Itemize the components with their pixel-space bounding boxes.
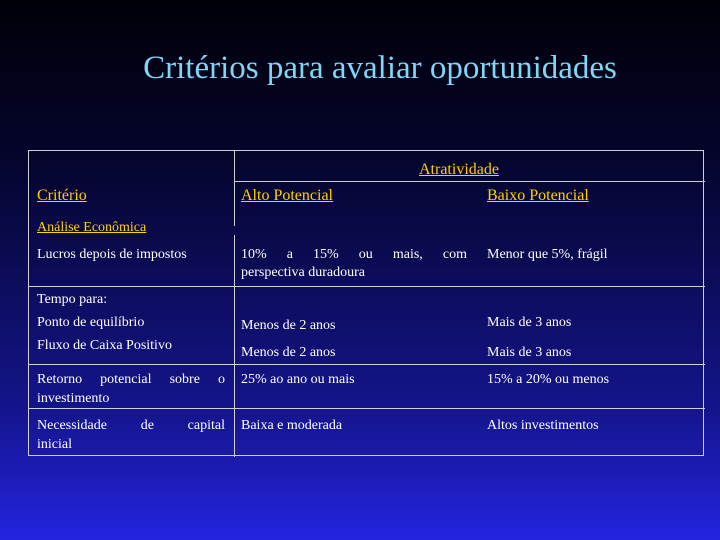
row-lucros-criterio: Lucros depois de impostos	[37, 247, 187, 262]
row-equilibrio-alto: Menos de 2 anos	[241, 318, 336, 333]
row-divider-1	[29, 286, 705, 287]
row-lucros-alto: 10% a 15% ou mais, com	[241, 247, 467, 262]
column-divider-1	[234, 151, 235, 226]
row-lucros-baixo: Menor que 5%, frágil	[487, 247, 608, 262]
row-equilibrio-criterio: Ponto de equilíbrio	[37, 315, 145, 330]
col-header-alto: Alto Potencial	[241, 187, 333, 204]
group-header-atratividade: Atratividade	[419, 161, 499, 178]
row-retorno-criterio-2: investimento	[37, 391, 110, 406]
row-fluxo-alto: Menos de 2 anos	[241, 345, 336, 360]
column-divider-1b	[234, 235, 235, 457]
row-divider-3	[29, 408, 705, 409]
row-fluxo-criterio: Fluxo de Caixa Positivo	[37, 338, 172, 353]
row-capital-baixo: Altos investimentos	[487, 418, 599, 433]
row-fluxo-baixo: Mais de 3 anos	[487, 345, 572, 360]
criteria-table	[28, 150, 704, 456]
row-capital-alto: Baixa e moderada	[241, 418, 343, 433]
header-divider	[234, 181, 705, 182]
col-header-baixo: Baixo Potencial	[487, 187, 589, 204]
col-header-criterio: Critério	[37, 187, 87, 204]
section-analise-economica: Análise Econômica	[37, 220, 147, 235]
row-retorno-baixo: 15% a 20% ou menos	[487, 372, 610, 387]
row-divider-2	[29, 364, 705, 365]
row-tempo-label: Tempo para:	[37, 292, 108, 307]
row-lucros-alto-2: perspectiva duradoura	[241, 265, 365, 280]
slide-title: Critérios para avaliar oportunidades	[143, 50, 617, 86]
row-equilibrio-baixo: Mais de 3 anos	[487, 315, 572, 330]
row-retorno-alto: 25% ao ano ou mais	[241, 372, 355, 387]
row-retorno-criterio: Retorno potencial sobre o	[37, 372, 225, 387]
row-capital-criterio: Necessidade de capital	[37, 418, 225, 433]
row-capital-criterio-2: inicial	[37, 437, 72, 452]
